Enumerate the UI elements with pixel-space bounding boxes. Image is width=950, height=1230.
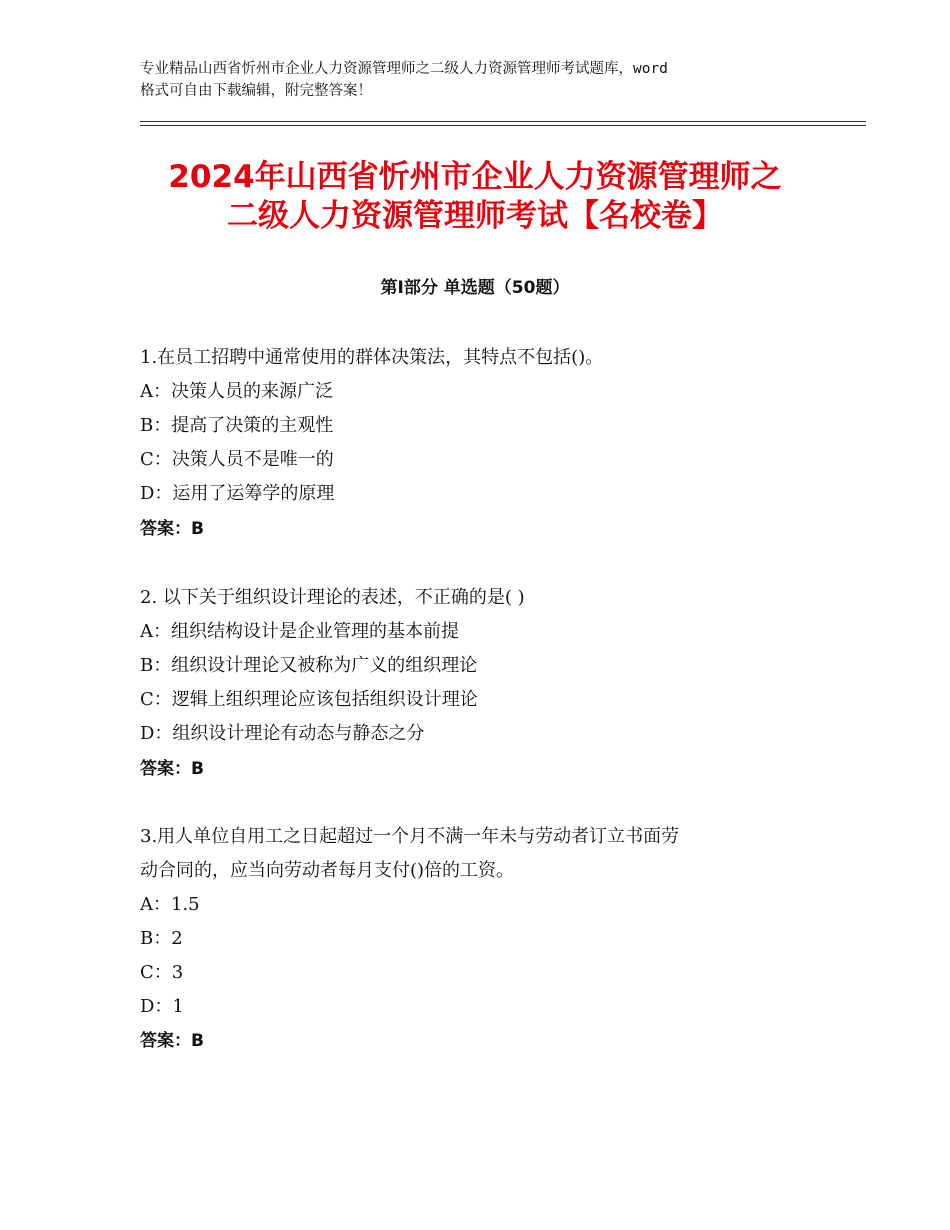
question-2-stem: 2. 以下关于组织设计理论的表述，不正确的是( ) [140,587,525,608]
question-3-stem-line-1: 3.用人单位自用工之日起超过一个月不满一年未与劳动者订立书面劳 [140,826,680,847]
question-2-option-d: D：组织设计理论有动态与静态之分 [140,723,425,744]
question-2-answer: 答案：B [140,759,204,779]
header-divider-top [140,121,866,122]
question-3-answer: 答案：B [140,1031,204,1051]
header-divider-bottom [140,125,866,126]
question-1-answer: 答案：B [140,519,204,539]
question-2-option-c: C：逻辑上组织理论应该包括组织设计理论 [140,689,478,710]
question-1-option-d: D：运用了运筹学的原理 [140,483,335,504]
header-note-line-2: 格式可自由下载编辑，附完整答案！ [140,83,372,99]
question-3-option-d: D：1 [140,996,184,1017]
question-2-option-b: B：组织设计理论又被称为广义的组织理论 [140,655,478,676]
question-1-option-a: A：决策人员的来源广泛 [140,381,333,402]
title-line-1: 2024年山西省忻州市企业人力资源管理师之 [168,159,782,195]
question-2-option-a: A：组织结构设计是企业管理的基本前提 [140,621,459,642]
header-note [140,58,830,102]
question-1-stem: 1.在员工招聘中通常使用的群体决策法，其特点不包括()。 [140,347,604,368]
question-1-option-c: C：决策人员不是唯一的 [140,449,334,470]
section-heading: 第Ⅰ部分 单选题（50题） [380,278,570,298]
question-1-option-b: B：提高了决策的主观性 [140,415,334,436]
question-3-option-c: C：3 [140,962,184,983]
title-line-2: 二级人力资源管理师考试【名校卷】 [227,198,723,234]
header-note-line-1: 专业精品山西省忻州市企业人力资源管理师之二级人力资源管理师考试题库，word [140,61,668,77]
question-3-option-b: B：2 [140,928,183,949]
document-title [80,158,870,236]
question-3-stem-line-2: 动合同的，应当向劳动者每月支付()倍的工资。 [140,860,515,881]
question-3-option-a: A：1.5 [140,894,200,915]
